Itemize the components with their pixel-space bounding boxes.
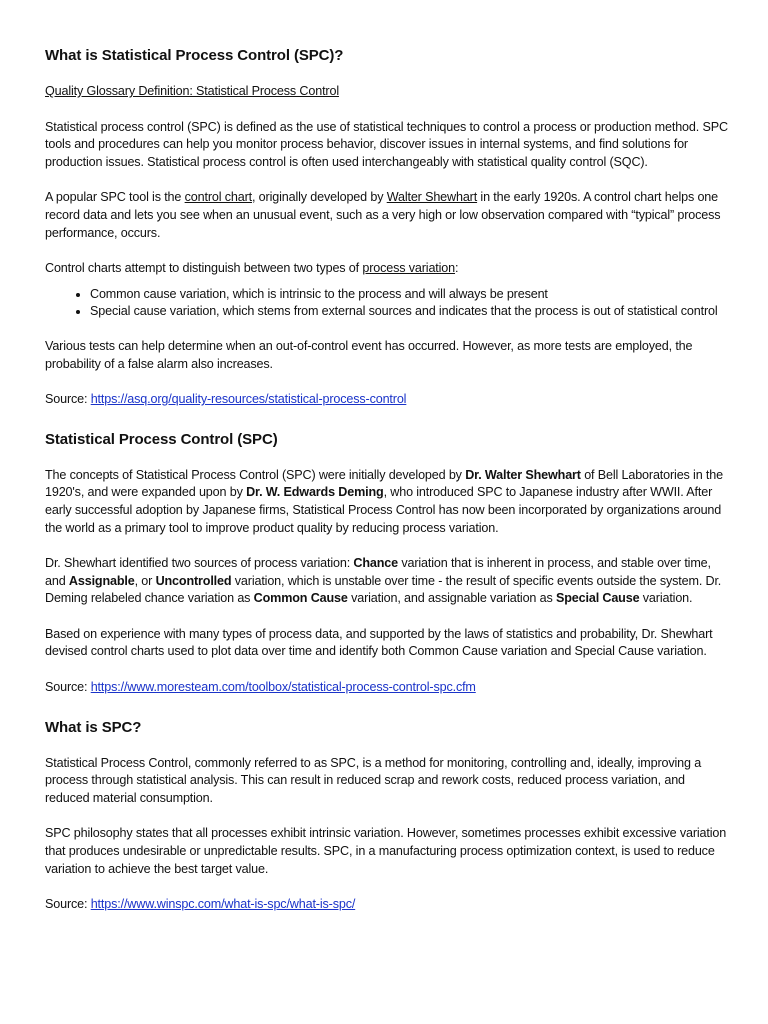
section-heading-spc: Statistical Process Control (SPC) (45, 430, 278, 448)
text-run: , originally developed by (251, 190, 387, 205)
walter-shewhart-link[interactable]: Walter Shewhart (386, 190, 478, 205)
bold-text: Uncontrolled (155, 573, 232, 588)
source-link-moresteam[interactable]: https://www.moresteam.com/toolbox/statistical-process-control-spc.cfm (90, 680, 476, 695)
text-run: Dr. Shewhart identified two sources of process variation: (45, 556, 354, 571)
text-run: The concepts of Statistical Process Control (SPC) were initially developed by (45, 467, 466, 482)
text-run: , or (134, 573, 156, 588)
paragraph (45, 260, 728, 278)
text-run: , who introduced SPC to Japanese industry after WWII. After early successful adoption by Japanese firms, Statistical Process Control has now been incorporated by organizations around the world as a primary tool to improve product quality by reducing process variation. (45, 485, 722, 535)
section-heading-what-is-spc-control: What is Statistical Process Control (SPC)? (45, 47, 344, 64)
paragraph: Various tests can help determine when an out-of-control event has occurred. However, as more tests are employed, the probability of a false alarm also increases. (45, 338, 693, 371)
text-run: of Bell Laboratories in the 1920's, and were expanded upon by (45, 467, 723, 500)
source-line (45, 679, 728, 697)
list-item: • Common cause variation, which is intrinsic to the process and will always be present (90, 286, 728, 304)
bold-text: Assignable (68, 573, 135, 588)
process-variation-link[interactable]: process variation (362, 261, 456, 276)
text-run: variation, and assignable variation as (347, 591, 556, 606)
list-item: • Special cause variation, which stems from external sources and indicates that the process is out of statistical control (90, 303, 728, 321)
bold-text: Common Cause (253, 591, 348, 606)
variation-bullet-list (45, 286, 728, 321)
text-run: Control charts attempt to distinguish between two types of (45, 261, 363, 276)
glossary-line (45, 83, 728, 101)
text-run: variation. (639, 591, 693, 606)
glossary-definition-link[interactable]: Quality Glossary Definition: Statistical Process Control (45, 84, 339, 98)
bold-text: Chance (353, 556, 398, 571)
source-link-winspc[interactable]: https://www.winspc.com/what-is-spc/what-is-spc/ (90, 897, 356, 912)
paragraph: Statistical Process Control, commonly referred to as SPC, is a method for monitoring, controlling and, ideally, improving a process through statistical analysis. This can result in reduced scrap and rework costs, reduced process variation, and reduced material consumption. (45, 755, 702, 805)
text-run: variation that is inherent in process, and stable over time, and (45, 556, 711, 588)
control-chart-link[interactable]: control chart (184, 190, 252, 205)
bold-text: Special Cause (555, 591, 640, 606)
paragraph: Based on experience with many types of process data, and supported by the laws of statistics and probability, Dr. Shewhart devised control charts used to plot data over time and identify both Common Cause variation and Special Cause variation. (45, 626, 713, 659)
paragraph (45, 189, 728, 242)
source-link-asq[interactable]: https://asq.org/quality-resources/statistical-process-control (90, 392, 407, 407)
source-line (45, 896, 728, 914)
text-run: in the early 1920s. A control chart helps one record data and lets you see when an unusual event, such as a very high or low observation compared with “typical” process performance, occurs. (45, 190, 721, 240)
source-label: Source: (45, 392, 91, 407)
paragraph: Statistical process control (SPC) is defined as the use of statistical techniques to control a process or production method. SPC tools and procedures can help you monitor process behavior, discover issues in internal systems, and find solutions for production issues. Statistical process control is often used interchangeably with statistical quality control (SQC). (45, 119, 728, 169)
source-label: Source: (45, 897, 91, 912)
text-run: A popular SPC tool is the (45, 190, 185, 205)
text-run: : (455, 261, 459, 276)
paragraph (45, 555, 728, 608)
bold-text: Dr. W. Edwards Deming (246, 485, 384, 500)
text-run: variation, which is unstable over time - the result of specific events outside the system. Dr. Deming relabeled chance variation as (45, 573, 722, 606)
source-label: Source: (45, 680, 91, 695)
section-heading-what-is-spc: What is SPC? (45, 718, 142, 736)
paragraph: SPC philosophy states that all processes exhibit intrinsic variation. However, sometimes processes exhibit excessive variation that produces undesirable or unpredictable results. SPC, in a manufacturing process optimization context, is used to reduce variation to achieve the best target value. (45, 826, 727, 876)
bold-text: Dr. Walter Shewhart (465, 467, 581, 482)
paragraph (45, 467, 728, 537)
source-line (45, 391, 728, 409)
